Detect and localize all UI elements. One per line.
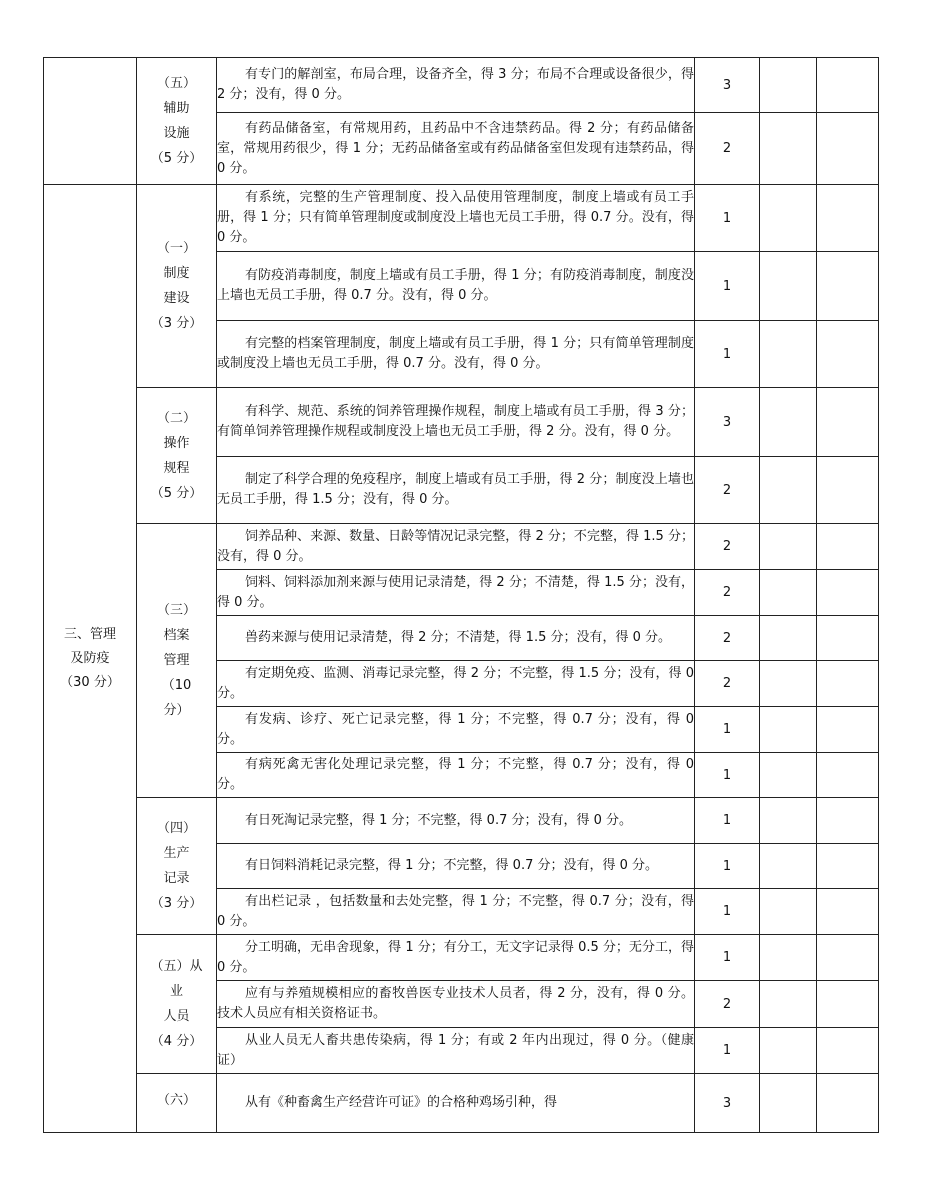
- blank-cell: [760, 185, 817, 252]
- score-cell: 1: [695, 185, 760, 252]
- score-cell: 1: [695, 321, 760, 388]
- sub-item-line: （10: [161, 678, 192, 693]
- blank-cell: [817, 616, 879, 661]
- blank-cell: [760, 113, 817, 185]
- sub-item-operations: [137, 388, 217, 524]
- criteria-text: 饲料、饲料添加剂来源与使用记录清楚，得 2 分；不清楚，得 1.5 分；没有，得 0 分。: [217, 574, 694, 610]
- score-cell: 1: [695, 798, 760, 844]
- blank-cell: [760, 981, 817, 1028]
- blank-cell: [817, 798, 879, 844]
- criteria-text: 有定期免疫、监测、消毒记录完整，得 2 分；不完整，得 1.5 分；没有，得 0 分。: [217, 665, 694, 701]
- sub-item-line: （二）: [156, 410, 196, 426]
- sub-item-production: [137, 798, 217, 935]
- score-cell: 1: [695, 753, 760, 798]
- sub-item-line: 设施: [163, 126, 190, 141]
- blank-cell: [817, 981, 879, 1028]
- criteria-text: 分工明确，无串舍现象，得 1 分；有分工，无文字记录得 0.5 分；无分工，得 0 分。: [217, 939, 694, 975]
- category-line: 及防疫: [70, 650, 110, 666]
- blank-cell: [760, 58, 817, 113]
- criteria-text: 制定了科学合理的免疫程序，制度上墙或有员工手册，得 2 分；制度没上墙也无员工手册，得 1.5 分；没有，得 0 分。: [217, 472, 694, 507]
- criteria-text: 从业人员无人畜共患传染病，得 1 分；有或 2 年内出现过，得 0 分。（健康证）: [217, 1032, 694, 1068]
- sub-item-line: （一）: [156, 241, 196, 256]
- blank-cell: [760, 661, 817, 707]
- table-row: [44, 185, 879, 252]
- sub-item-line: 规程: [163, 460, 190, 476]
- blank-cell: [817, 113, 879, 185]
- score-cell: 2: [695, 981, 760, 1028]
- blank-cell: [817, 1028, 879, 1074]
- sub-item-staff: [137, 935, 217, 1074]
- criteria-text: 兽药来源与使用记录清楚，得 2 分；不清楚，得 1.5 分；没有，得 0 分。: [245, 630, 672, 645]
- blank-cell: [817, 889, 879, 935]
- criteria-text: 有系统，完整的生产管理制度、投入品使用管理制度，制度上墙或有员工手册，得 1 分；只有简单管理制度或制度没上墙也无员工手册，得 0.7 分。没有，得 0 分。: [217, 190, 694, 245]
- criteria-text: 从有《种畜禽生产经营许可证》的合格种鸡场引种，得: [245, 1095, 558, 1110]
- criteria-cell: [217, 1074, 695, 1133]
- blank-cell: [760, 321, 817, 388]
- blank-cell: [817, 707, 879, 753]
- sub-item-system: [137, 185, 217, 388]
- blank-cell: [817, 185, 879, 252]
- blank-cell: [817, 388, 879, 457]
- blank-cell: [760, 753, 817, 798]
- criteria-cell: [217, 388, 695, 457]
- blank-cell: [817, 1074, 879, 1133]
- sub-item-line: （4 分）: [150, 1034, 203, 1049]
- criteria-cell: [217, 58, 695, 113]
- score-cell: 2: [695, 616, 760, 661]
- sub-item-line: （五）: [156, 76, 196, 91]
- criteria-text: 有发病、诊疗、死亡记录完整，得 1 分；不完整，得 0.7 分；没有，得 0 分。: [217, 711, 694, 747]
- blank-cell: [817, 753, 879, 798]
- category-cell-empty: [44, 58, 137, 185]
- criteria-text: 有完整的档案管理制度，制度上墙或有员工手册，得 1 分；只有简单管理制度或制度没上墙也无员工手册，得 0.7 分。没有，得 0 分。: [217, 336, 694, 371]
- blank-cell: [817, 844, 879, 889]
- blank-cell: [817, 457, 879, 524]
- blank-cell: [760, 388, 817, 457]
- blank-cell: [760, 524, 817, 570]
- category-line: （30 分）: [60, 674, 120, 690]
- criteria-cell: [217, 570, 695, 616]
- sub-item-archives: [137, 524, 217, 798]
- table-row: [44, 524, 879, 570]
- score-cell: 3: [695, 58, 760, 113]
- criteria-text: 应有与养殖规模相应的畜牧兽医专业技术人员者，得 2 分，没有，得 0 分。技术人员应有相关资格证书。: [217, 986, 694, 1021]
- category-management: [44, 185, 137, 1133]
- sub-item-aux: [137, 58, 217, 185]
- sub-item-line: （三）: [156, 603, 196, 618]
- criteria-cell: [217, 798, 695, 844]
- blank-cell: [760, 935, 817, 981]
- sub-item-line: 分）: [163, 703, 190, 718]
- criteria-text: 有日死淘记录完整，得 1 分；不完整，得 0.7 分；没有，得 0 分。: [245, 812, 633, 828]
- criteria-cell: [217, 616, 695, 661]
- criteria-cell: [217, 753, 695, 798]
- criteria-text: 饲养品种、来源、数量、日龄等情况记录完整，得 2 分；不完整，得 1.5 分；没有，得 0 分。: [217, 528, 694, 564]
- sub-item-line: 辅助: [163, 101, 190, 116]
- sub-item-line: 建设: [163, 291, 190, 306]
- sub-item-line: 制度: [163, 266, 190, 281]
- blank-cell: [817, 570, 879, 616]
- blank-cell: [817, 321, 879, 388]
- score-cell: 3: [695, 1074, 760, 1133]
- score-cell: 2: [695, 457, 760, 524]
- criteria-cell: [217, 321, 695, 388]
- blank-cell: [760, 616, 817, 661]
- sub-item-six: [137, 1074, 217, 1133]
- criteria-text: 有科学、规范、系统的饲养管理操作规程，制度上墙或有员工手册，得 3 分；有简单饲养管理操作规程或制度没上墙也无员工手册，得 2 分。没有，得 0 分。: [217, 404, 694, 439]
- criteria-cell: [217, 113, 695, 185]
- criteria-text: 有防疫消毒制度，制度上墙或有员工手册，得 1 分；有防疫消毒制度，制度没上墙也无员工手册，得 0.7 分。没有，得 0 分。: [217, 268, 694, 303]
- criteria-text: 有病死禽无害化处理记录完整，得 1 分；不完整，得 0.7 分；没有，得 0 分。: [217, 757, 694, 792]
- blank-cell: [760, 1028, 817, 1074]
- table-row: [44, 798, 879, 844]
- criteria-text: 有药品储备室，有常规用药，且药品中不含违禁药品。得 2 分；有药品储备室，常规用药很少，得 1 分；无药品储备室或有药品储备室但发现有违禁药品，得 0 分。: [217, 120, 694, 176]
- score-cell: 1: [695, 844, 760, 889]
- blank-cell: [760, 844, 817, 889]
- sub-item-line: 人员: [163, 1009, 190, 1024]
- criteria-cell: [217, 1028, 695, 1074]
- sub-item-line: 操作: [163, 435, 190, 451]
- score-cell: 1: [695, 889, 760, 935]
- criteria-cell: [217, 707, 695, 753]
- blank-cell: [760, 457, 817, 524]
- criteria-cell: [217, 185, 695, 252]
- score-cell: 1: [695, 252, 760, 321]
- blank-cell: [817, 935, 879, 981]
- sub-item-line: （四）: [156, 821, 196, 836]
- sub-item-line: （3 分）: [150, 896, 203, 911]
- blank-cell: [817, 58, 879, 113]
- sub-item-line: （5 分）: [150, 485, 203, 501]
- blank-cell: [760, 889, 817, 935]
- criteria-text: 有日饲料消耗记录完整，得 1 分；不完整，得 0.7 分；没有，得 0 分。: [245, 858, 659, 873]
- sub-item-line: 档案: [163, 628, 190, 643]
- sub-item-line: 管理: [163, 653, 190, 668]
- scoring-table: [43, 57, 879, 1133]
- criteria-cell: [217, 252, 695, 321]
- sub-item-line: （5 分）: [150, 151, 203, 166]
- criteria-cell: [217, 524, 695, 570]
- criteria-cell: [217, 935, 695, 981]
- blank-cell: [817, 524, 879, 570]
- sub-item-line: （五）从: [150, 959, 203, 974]
- criteria-text: 有专门的解剖室，布局合理，设备齐全，得 3 分；布局不合理或设备很少，得 2 分；没有，得 0 分。: [217, 67, 694, 102]
- score-cell: 1: [695, 707, 760, 753]
- score-cell: 1: [695, 935, 760, 981]
- blank-cell: [817, 252, 879, 321]
- blank-cell: [760, 570, 817, 616]
- criteria-cell: [217, 457, 695, 524]
- category-line: 三、管理: [63, 626, 116, 642]
- blank-cell: [817, 661, 879, 707]
- blank-cell: [760, 1074, 817, 1133]
- score-cell: 2: [695, 113, 760, 185]
- score-cell: 2: [695, 524, 760, 570]
- table-row: [44, 58, 879, 113]
- blank-cell: [760, 252, 817, 321]
- sub-item-line: （3 分）: [150, 316, 203, 331]
- criteria-text: 有出栏记录 ，包括数量和去处完整，得 1 分；不完整，得 0.7 分；没有，得 0 分。: [217, 893, 694, 929]
- sub-item-line: 记录: [163, 871, 190, 886]
- blank-cell: [760, 798, 817, 844]
- sub-item-line: 生产: [163, 846, 190, 861]
- sub-item-line: 业: [169, 984, 183, 999]
- table-row: [44, 388, 879, 457]
- table-row: [44, 935, 879, 981]
- criteria-cell: [217, 889, 695, 935]
- score-cell: 2: [695, 570, 760, 616]
- criteria-cell: [217, 981, 695, 1028]
- blank-cell: [760, 707, 817, 753]
- score-cell: 1: [695, 1028, 760, 1074]
- criteria-cell: [217, 844, 695, 889]
- sub-item-line: （六）: [156, 1093, 196, 1108]
- table-row: [44, 1074, 879, 1133]
- score-cell: 2: [695, 661, 760, 707]
- score-cell: 3: [695, 388, 760, 457]
- criteria-cell: [217, 661, 695, 707]
